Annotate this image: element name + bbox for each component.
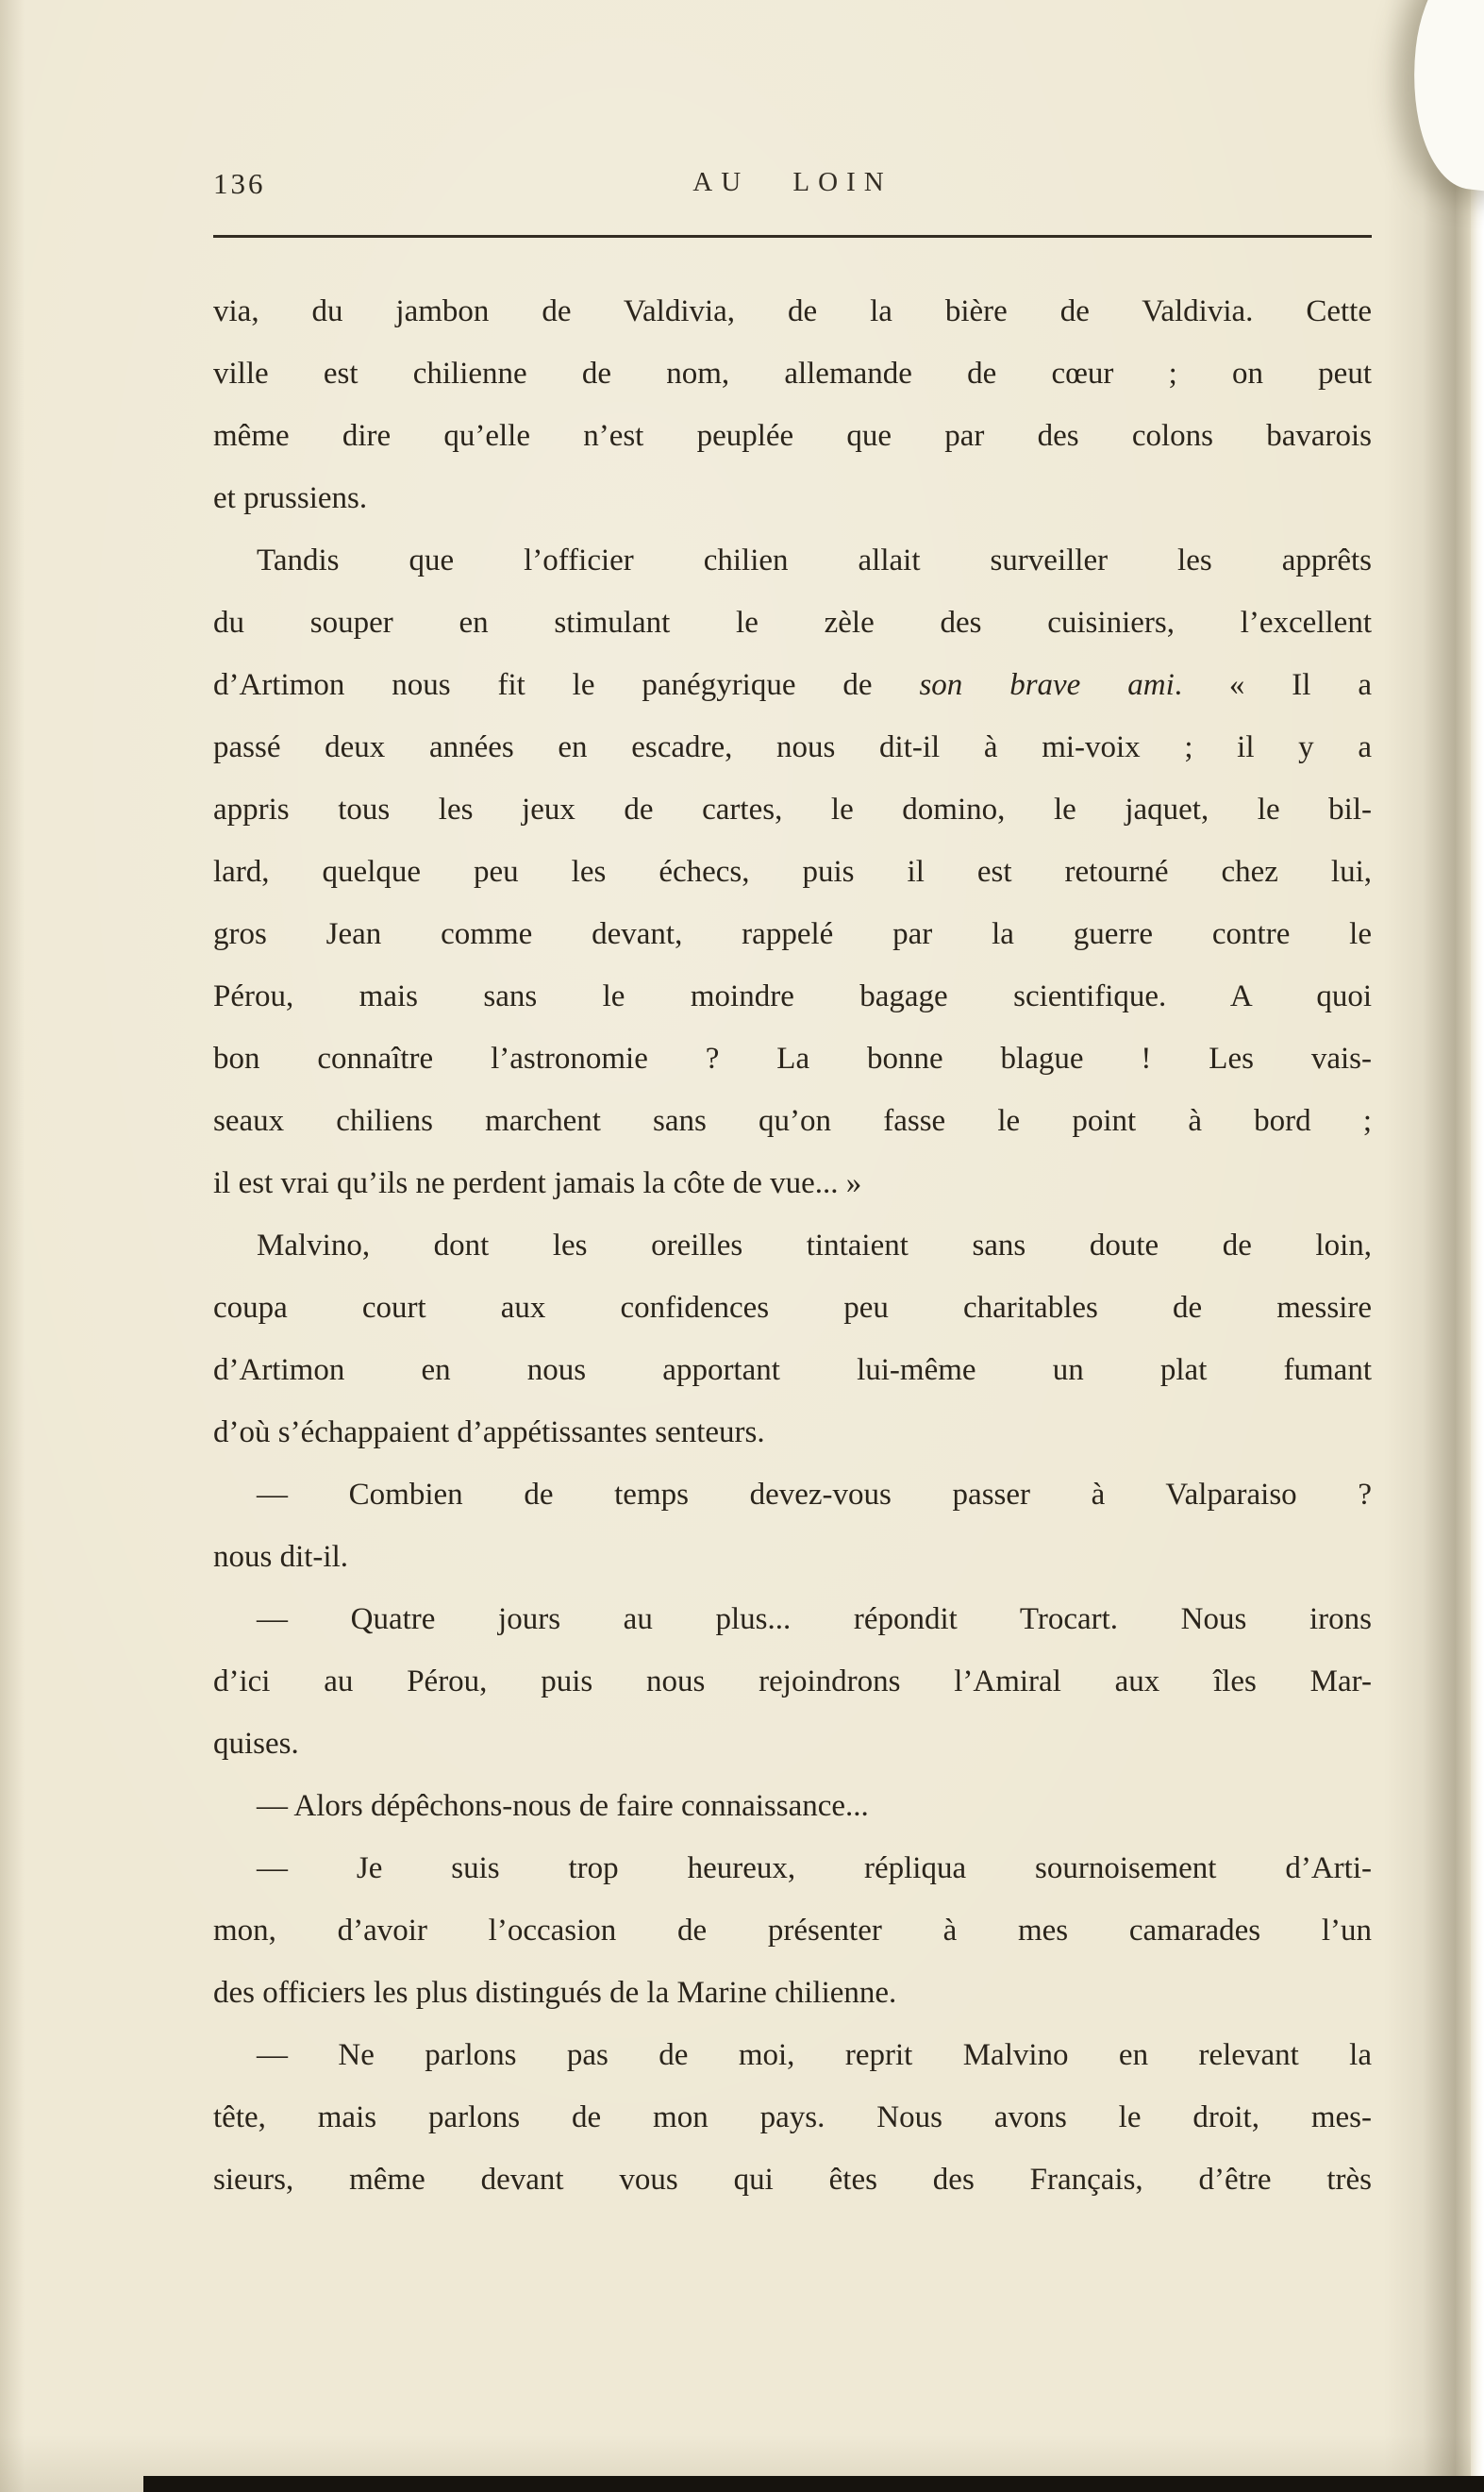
text-line: du souper en stimulant le zèle des cuisiniers, l’excellent (213, 606, 1372, 640)
page-edge-highlight (1471, 0, 1484, 2492)
page-curl-shadow (1384, 0, 1471, 2492)
paragraph (213, 1837, 1372, 2024)
text-line: bon connaître l’astronomie ? La bonne blague ! Les vais- (213, 1042, 1372, 1076)
text-line: tête, mais parlons de mon pays. Nous avons le droit, mes- (213, 2100, 1372, 2134)
paragraph (213, 280, 1372, 529)
text-line: lard, quelque peu les échecs, puis il est retourné chez lui, (213, 855, 1372, 889)
text-line: ville est chilienne de nom, allemande de cœur ; on peut (213, 357, 1372, 391)
text-line: il est vrai qu’ils ne perdent jamais la côte de vue... » (213, 1166, 862, 1200)
corner-curl (1402, 0, 1484, 194)
paragraph (213, 1463, 1372, 1588)
text-line: seaux chiliens marchent sans qu’on fasse le point à bord ; (213, 1104, 1372, 1138)
paragraph (213, 529, 1372, 1214)
text-line: — Ne parlons pas de moi, reprit Malvino en relevant la (257, 2038, 1372, 2072)
text-line: mon, d’avoir l’occasion de présenter à mes camarades l’un (213, 1914, 1372, 1948)
paragraph (213, 1214, 1372, 1463)
paragraph (213, 1775, 1372, 1837)
text-segment: d’Artimon nous fit le panégyrique de (213, 668, 920, 702)
text-line: passé deux années en escadre, nous dit-il à mi-voix ; il y a (213, 730, 1372, 764)
text-line: via, du jambon de Valdivia, de la bière de Valdivia. Cette (213, 294, 1372, 328)
text-line: gros Jean comme devant, rappelé par la guerre contre le (213, 917, 1372, 951)
header-rule (213, 235, 1372, 238)
text-segment: . « Il a (1174, 668, 1372, 702)
text-line: et prussiens. (213, 481, 368, 515)
text-line: coupa court aux confidences peu charitables de messire (213, 1291, 1372, 1325)
paragraph (213, 2024, 1372, 2211)
text-line: des officiers les plus distingués de la Marine chilienne. (213, 1976, 897, 2010)
scan-bottom-edge (143, 2476, 1484, 2492)
body-text (213, 280, 1372, 2211)
text-line: nous dit-il. (213, 1540, 349, 1574)
running-title: AU LOIN (692, 167, 892, 197)
text-line: — Quatre jours au plus... répondit Trocart. Nous irons (257, 1602, 1372, 1636)
text-line: — Alors dépêchons-nous de faire connaissance... (257, 1789, 869, 1823)
text-line: quises. (213, 1727, 299, 1761)
paragraph (213, 1588, 1372, 1775)
text-line: d’ici au Pérou, puis nous rejoindrons l’Amiral aux îles Mar- (213, 1664, 1372, 1698)
text-line (213, 654, 1372, 716)
text-line: sieurs, même devant vous qui êtes des Français, d’être très (213, 2163, 1372, 2197)
text-line: appris tous les jeux de cartes, le domino, le jaquet, le bil- (213, 793, 1372, 827)
text-line: Tandis que l’officier chilien allait surveiller les apprêts (257, 544, 1372, 577)
text-line: — Combien de temps devez-vous passer à Valparaiso ? (257, 1478, 1372, 1512)
page-header (213, 163, 1372, 205)
text-line: Pérou, mais sans le moindre bagage scientifique. A quoi (213, 979, 1372, 1013)
text-line: d’où s’échappaient d’appétissantes senteurs. (213, 1415, 765, 1449)
text-line: même dire qu’elle n’est peuplée que par des colons bavarois (213, 419, 1372, 453)
text-line: d’Artimon en nous apportant lui-même un plat fumant (213, 1353, 1372, 1387)
page-number: 136 (213, 167, 266, 200)
italic-text: son brave ami (919, 668, 1175, 702)
text-line: — Je suis trop heureux, répliqua sournoisement d’Arti- (257, 1851, 1372, 1885)
text-line: Malvino, dont les oreilles tintaient sans doute de loin, (257, 1229, 1372, 1263)
